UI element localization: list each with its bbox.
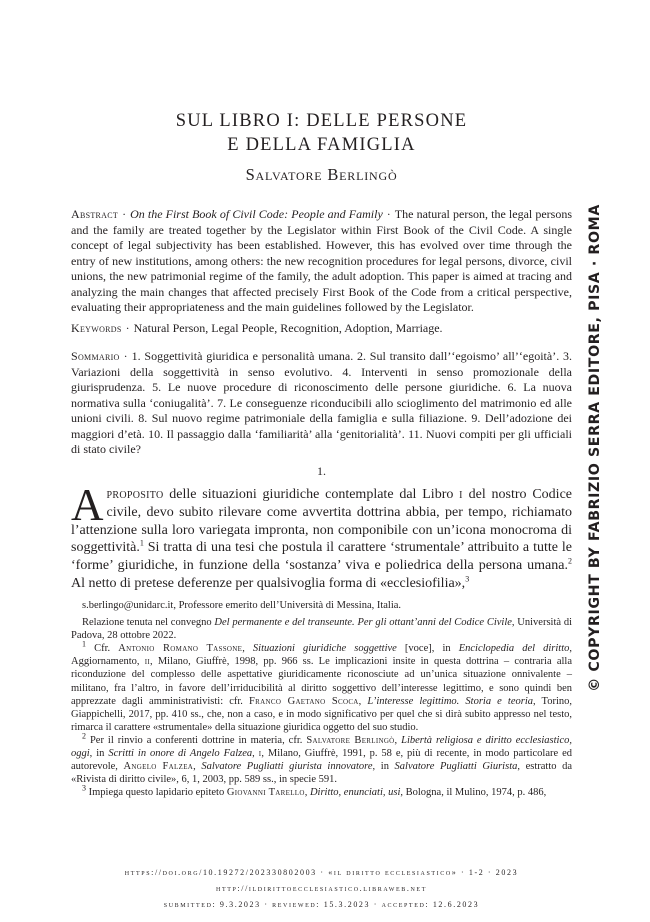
body-text-part: Al netto di pretese deferenze per qualsivoglia forma di «ecclesiofilia», xyxy=(71,575,466,591)
abstract-label: Abstract xyxy=(71,207,119,221)
footnote-ref-2[interactable]: 2 xyxy=(568,556,572,566)
sommario-text: 1. Soggettività giuridica e personalità umana. 2. Sul transito dall’‘egoismo’ all’‘egoità’. 3. Variazioni della soggettività in senso evolutivo. 4. Interventi in senso promozionale della giurisprudenza. 5. Le nuove procedure di riconoscimento delle persone giuridiche. 6. La nuova normativa sulla ‘coniugalità’. 7. Le conseguenze riconducibili allo scioglimento del matrimonio ed alle unioni civili. 8. Sul nuovo regime patrimoniale della famiglia e sulla filiazione. 9. Dell’adozione dei maggiori d’età. 10. Il passaggio dalla ‘familiarità’ alla ‘genitorialità’. 11. Nuovi compiti per gli ufficiali di stato civile? xyxy=(71,349,572,456)
footnote-2: $^2$ Per il rinvio a conferenti dottrine in materia, cfr. Salvatore Berlingò, Libertà religiosa e diritto ecclesiastico, oggi, in Scritti in onore di Angelo Falzea, i, Milano, Giuffrè, 1991, p. 58 e, più di recente, in modo particolare ed autorevole, Angelo Falzea, Salvatore Pugliatti giurista innovatore, in Salvatore Pugliatti Giurista, estratto da «Rivista di diritto civile», 6, 1, 2003, pp. 589 ss., in specie 591. xyxy=(71,731,573,786)
book-numeral: i xyxy=(459,487,463,502)
journal-url[interactable]: http://ildirittoecclesiastico.libraweb.net xyxy=(216,884,427,893)
conference-note: Relazione tenuta nel convegno Del permanente e del transeunte. Per gli ottant’anni del Codice Civile, Università di Padova, 28 ottobre 2022. xyxy=(71,617,572,642)
keywords-text: Natural Person, Legal People, Recognition, Adoption, Marriage. xyxy=(133,321,443,335)
lead-word: proposito xyxy=(106,487,164,502)
body-text-part: delle situazioni giuridiche contemplate dal Libro xyxy=(163,487,460,502)
drop-cap: A xyxy=(71,480,104,530)
abstract: Abstract · On the First Book of Civil Code: People and Family · The natural person, the legal persons and the family are treated together by the Legislator within First Book of the Civil Code. A single concept of legal subjectivity has been established. However, this has evolved over time through the entry of new institutions, among others: the new recognition procedures for legal persons, divorce, civil unions, the new patrimonial regime of the family, the adult adoption. This paper is aimed at tracing and analyzing the main changes that affected precisely First Book of the Code from a critical perspective, evaluating their appropriateness and the main guidelines followed by the Legislator. xyxy=(71,207,573,314)
body-paragraph xyxy=(71,480,572,593)
footnote-ref-1[interactable]: 1 xyxy=(139,538,144,548)
article-title-line-2: E DELLA FAMIGLIA xyxy=(227,135,416,155)
footnotes xyxy=(71,599,572,799)
copyright-notice xyxy=(580,204,610,692)
abstract-text: The natural person, the legal persons and the family are treated together by the Legislator within First Book of the Civil Code. A single concept of legal subjectivity has been established. However, this has evolved over time through the entry of new institutions, among others: the new recognition procedures for legal persons, divorce, civil unions, the new patrimonial regime of the family, the adult adoption. This paper is aimed at tracing and analyzing the main changes that affected precisely First Book of the Code from a critical perspective, evaluating their appropriateness and the main guidelines followed by the Legislator. xyxy=(71,207,573,314)
table-of-contents: Sommario · 1. Soggettività giuridica e personalità umana. 2. Sul transito dall’‘egoismo’ all’‘egoità’. 3. Variazioni della soggettività in senso evolutivo. 4. Interventi in senso promozionale della giurisprudenza. 5. Le nuove procedure di riconoscimento delle persone giuridiche. 6. La nuova normativa sulla ‘coniugalità’. 7. Le conseguenze riconducibili allo scioglimento del matrimonio ed alle unioni civili. 8. Sul nuovo regime patrimoniale della famiglia e sulla filiazione. 9. Dell’adozione dei maggiori d’età. 10. Il passaggio dalla ‘familiarità’ alla ‘genitorialità’. 11. Nuovi compiti per gli ufficiali di stato civile? xyxy=(71,349,572,456)
author-affiliation-note: s.berlingo@unidarc.it, Professore emerito dell’Università di Messina, Italia. xyxy=(82,600,402,611)
abstract-english-title: On the First Book of Civil Code: People and Family xyxy=(130,207,383,221)
footnote-3: $^3$ Impiega questo lapidario epiteto Giovanni Tarello, Diritto, enunciati, usi, Bologna, il Mulino, 1974, p. 486, xyxy=(82,783,547,799)
author-name: Salvatore Berlingò xyxy=(245,165,398,184)
keywords-label: Keywords xyxy=(71,321,122,335)
doi-line[interactable]: https://doi.org/10.19272/202330802003 · «il diritto ecclesiastico» · 1-2 · 2023 xyxy=(124,868,519,877)
sommario-label: Sommario xyxy=(71,349,120,363)
section-number: 1. xyxy=(317,464,326,478)
body-text-part: Si tratta di una tesi che postula il carattere ‘strumentale’ attribuito a tutte le ‘forme’ giuridiche, in funzione della ‘sostanza’ viva e poliedrica della persona umana. xyxy=(71,540,572,574)
body-text-part: del nostro Codice civile, devo subito rilevare come avvertita dottrina abbia, per tempo, richiamato l’attenzione sulla loro variegata impronta, non componibile con un’icona monocroma di soggettività. xyxy=(71,487,572,556)
footnote-ref-3[interactable]: 3 xyxy=(465,574,470,584)
article-title-line-1: SUL LIBRO I: DELLE PERSONE xyxy=(175,111,468,131)
copyright-text: © COPYRIGHT BY FABRIZIO SERRA EDITORE, PISA · ROMA xyxy=(587,204,603,692)
keywords: Keywords · Natural Person, Legal People, Recognition, Adoption, Marriage. xyxy=(71,321,443,335)
submission-dates: submitted: 9.3.2023 · reviewed: 15.3.2023 · accepted: 12.6.2023 xyxy=(163,900,480,909)
footnote-1: $^1$ Cfr. Antonio Romano Tassone, Situazioni giuridiche soggettive [voce], in Enciclopedia del diritto, Aggiornamento, ii, Milano, Giuffrè, 1998, pp. 966 ss. Le implicazioni insite in questa dottrina – contraria alla riconduzione del complesso delle aspettative giuridicamente riconosciute ad un’unica situazione onnivalente – militano, fra l’altro, in favore dell’irriducibilità al diritto soggettivo dell’interesse legittimo, e sono quindi ben apprezzate dagli amministrativisti: cfr. Franco Gaetano Scoca, L’interesse legittimo. Storia e teoria, Torino, Giappichelli, 2017, pp. 410 ss., che, non a caso, e in modo significativo per quel che si dirà subito appresso nel testo, rimarca il carattere «strumentale» della situazione giuridica oggetto del suo studio. xyxy=(71,639,573,733)
